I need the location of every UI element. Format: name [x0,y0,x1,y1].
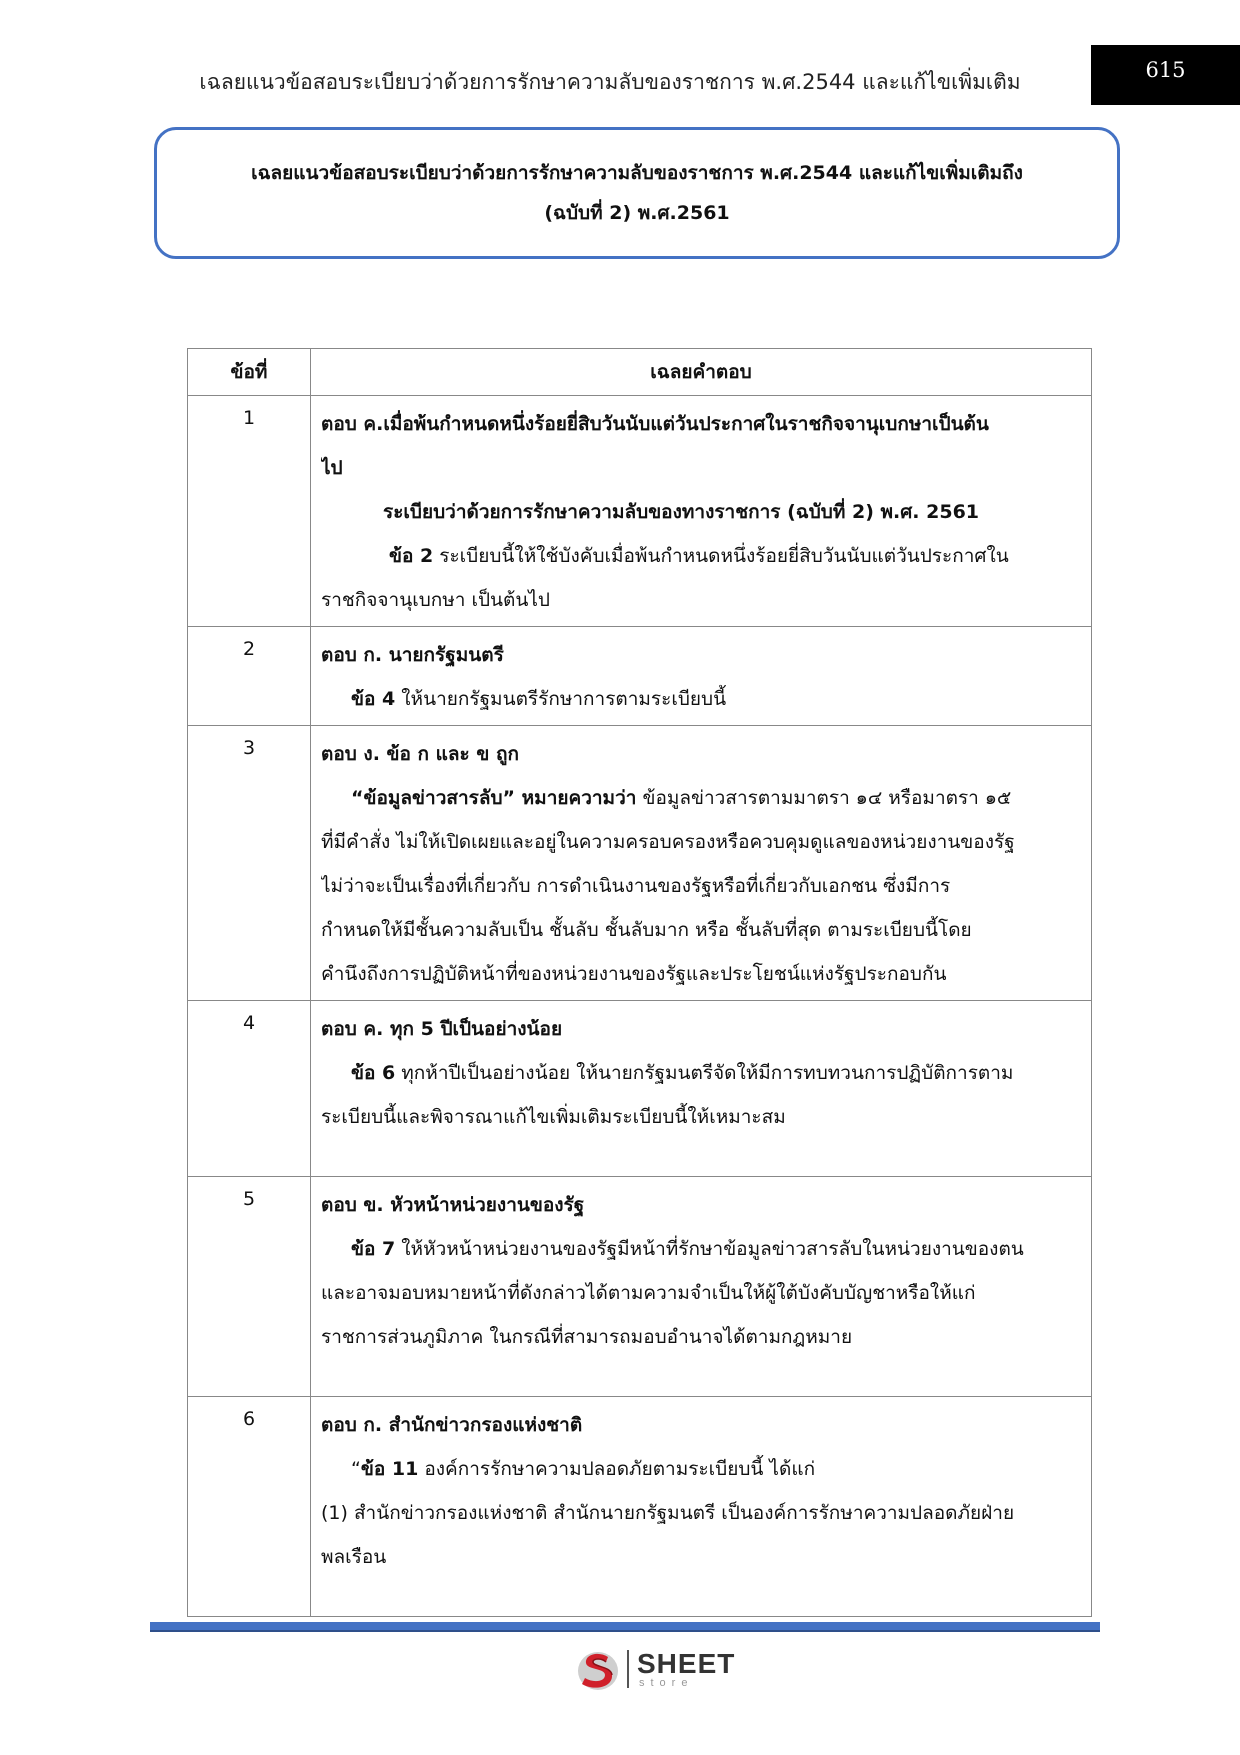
answer-cell [311,726,1092,1001]
explanation-line: พลเรือน [321,1546,387,1568]
answer-choice: ตอบ ง. ข้อ ก และ ข ถูก [321,743,519,765]
clause-label: ข้อ 2 [389,545,434,567]
document-title-box [154,127,1120,259]
explanation-text: ให้นายกรัฐมนตรีรักษาการตามระเบียบนี้ [395,688,727,710]
answer-choice: ตอบ ค. ทุก 5 ปีเป็นอย่างน้อย [321,1018,563,1040]
answer-choice: ตอบ ค.เมื่อพ้นกำหนดหนึ่งร้อยยี่สิบวันนับแต่วันประกาศในราชกิจจานุเบกษาเป็นต้น [321,413,989,435]
logo-sub-text: store [639,1676,694,1689]
column-header-number: ข้อที่ [188,349,311,396]
sheet-store-logo [575,1645,745,1693]
explanation-line: ที่มีคำสั่ง ไม่ให้เปิดเผยและอยู่ในความครอบครองหรือควบคุมดูแลของหน่วยงานของรัฐ [321,831,1015,853]
table-row [188,627,1092,726]
explanation-line [321,1227,1081,1271]
question-number: 6 [188,1397,311,1617]
question-number: 5 [188,1177,311,1397]
explanation-line [321,1447,1081,1491]
explanation-line [321,677,1081,721]
answer-choice: ตอบ ก. นายกรัฐมนตรี [321,644,504,666]
page-number: 615 [1145,58,1186,82]
explanation-line: ไม่ว่าจะเป็นเรื่องที่เกี่ยวกับ การดำเนินงานของรัฐหรือที่เกี่ยวกับเอกชน ซึ่งมีการ [321,875,951,897]
explanation-line: (1) สำนักข่าวกรองแห่งชาติ สำนักนายกรัฐมนตรี เป็นองค์การรักษาความปลอดภัยฝ่าย [321,1502,1015,1524]
explanation-line: กำหนดให้มีชั้นความลับเป็น ชั้นลับ ชั้นลับมาก หรือ ชั้นลับที่สุด ตามระเบียบนี้โดย [321,919,972,941]
logo-separator [627,1650,629,1688]
explanation-text: ข้อมูลข่าวสารตามมาตรา ๑๔ หรือมาตรา ๑๕ [636,787,1012,809]
page-number-badge [1091,45,1240,105]
answer-choice-continued: ไป [321,457,343,479]
answer-choice: ตอบ ก. สำนักข่าวกรองแห่งชาติ [321,1414,583,1436]
answer-cell [311,396,1092,627]
answer-cell [311,1177,1092,1397]
answer-choice: ตอบ ข. หัวหน้าหน่วยงานของรัฐ [321,1194,585,1216]
question-number: 2 [188,627,311,726]
table-row [188,726,1092,1001]
explanation-line [321,776,1081,820]
explanation-text: ทุกห้าปีเป็นอย่างน้อย ให้นายกรัฐมนตรีจัดให้มีการทบทวนการปฏิบัติการตาม [395,1062,1014,1084]
logo-wordmark [637,1647,736,1689]
explanation-line: และอาจมอบหมายหน้าที่ดังกล่าวได้ตามความจำเป็นให้ผู้ใต้บังคับบัญชาหรือให้แก่ [321,1282,976,1304]
running-header-title: เฉลยแนวข้อสอบระเบียบว่าด้วยการรักษาความลับของราชการ พ.ศ.2544 และแก้ไขเพิ่มเติม [199,70,1021,94]
question-number: 4 [188,1001,311,1177]
document-title-line-1: เฉลยแนวข้อสอบระเบียบว่าด้วยการรักษาความลับของราชการ พ.ศ.2544 และแก้ไขเพิ่มเติมถึง [251,162,1023,184]
opening-quote: “ [351,1458,361,1480]
clause-label: ข้อ 11 [360,1458,419,1480]
table-row [188,1397,1092,1617]
clause-label: ข้อ 6 [351,1062,396,1084]
answer-cell [311,1001,1092,1177]
explanation-text: ระเบียบนี้ให้ใช้บังคับเมื่อพ้นกำหนดหนึ่งร้อยยี่สิบวันนับแต่วันประกาศใน [433,545,1009,567]
explanation-text: องค์การรักษาความปลอดภัยตามระเบียบนี้ ได้แก่ [418,1458,816,1480]
sheet-s-logo-icon [575,1645,621,1693]
table-row [188,1177,1092,1397]
explanation-line: ราชการส่วนภูมิภาค ในกรณีที่สามารถมอบอำนาจได้ตามกฎหมาย [321,1326,853,1348]
table-row [188,396,1092,627]
explanation-line: ราชกิจจานุเบกษา เป็นต้นไป [321,589,550,611]
clause-label: ข้อ 4 [351,688,396,710]
answer-cell [311,627,1092,726]
answer-key-table [187,348,1092,1617]
explanation-line [321,1051,1081,1095]
explanation-line [321,534,1081,578]
explanation-line: ระเบียบนี้และพิจารณาแก้ไขเพิ่มเติมระเบียบนี้ให้เหมาะสม [321,1106,786,1128]
answer-cell [311,1397,1092,1617]
footer-divider [150,1622,1100,1632]
question-number: 3 [188,726,311,1001]
table-header-row [188,349,1092,396]
explanation-text: ให้หัวหน้าหน่วยงานของรัฐมีหน้าที่รักษาข้อมูลข่าวสารลับในหน่วยงานของตน [395,1238,1024,1260]
explanation-line: คำนึงถึงการปฏิบัติหน้าที่ของหน่วยงานของรัฐและประโยชน์แห่งรัฐประกอบกัน [321,963,947,985]
column-header-answer: เฉลยคำตอบ [311,349,1092,396]
regulation-reference-title: ระเบียบว่าด้วยการรักษาความลับของทางราชการ (ฉบับที่ 2) พ.ศ. 2561 [383,501,980,523]
question-number: 1 [188,396,311,627]
logo-main-text: SHEET [637,1647,736,1679]
document-title-line-2: (ฉบับที่ 2) พ.ศ.2561 [544,202,730,224]
defined-term: “ข้อมูลข่าวสารลับ” หมายความว่า [351,787,637,809]
clause-label: ข้อ 7 [351,1238,396,1260]
table-row [188,1001,1092,1177]
